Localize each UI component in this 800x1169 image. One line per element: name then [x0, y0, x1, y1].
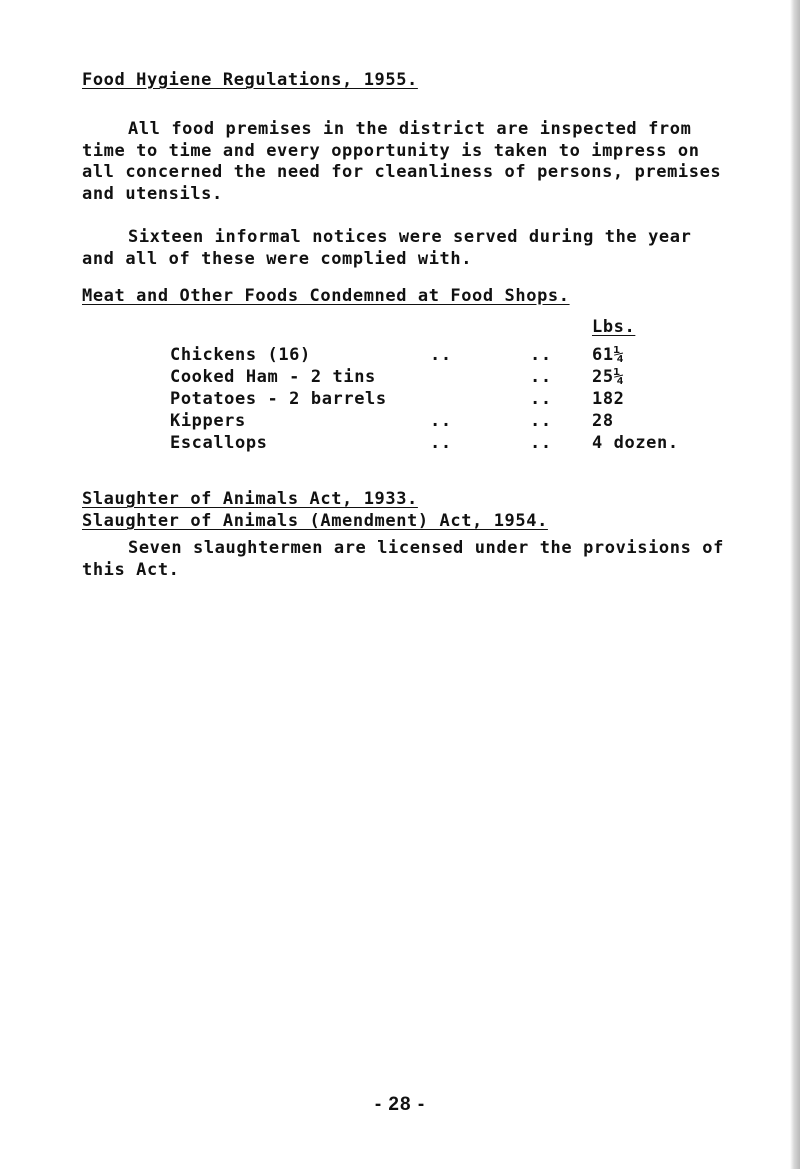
page-edge-shadow: [790, 0, 800, 1169]
page-number: - 28 -: [374, 1094, 426, 1115]
paragraph-slaughtermen-text: Seven slaughtermen are licensed under the provisions of this Act.: [82, 538, 724, 580]
table-row-leader-dots: ..: [430, 433, 452, 453]
table-row-leader-dots: ..: [430, 411, 452, 431]
paragraph-notices-text: Sixteen informal notices were served during the year and all of these were complied with.: [82, 227, 692, 269]
paragraph-notices: [82, 227, 732, 270]
table-row-item: Cooked Ham - 2 tins: [170, 367, 376, 387]
heading-food-hygiene-regulations: Food Hygiene Regulations, 1955.: [82, 70, 418, 90]
heading-condemned-foods: Meat and Other Foods Condemned at Food Shops.: [82, 286, 570, 306]
table-row-leader-dots: ..: [530, 367, 552, 387]
heading-slaughter-amendment-act-1954: Slaughter of Animals (Amendment) Act, 1954.: [82, 511, 548, 531]
unit-header-lbs: Lbs.: [592, 317, 636, 337]
table-row-item: Escallops: [170, 433, 268, 453]
table-row-item: Potatoes - 2 barrels: [170, 389, 387, 409]
table-row-value: 61¼: [592, 345, 625, 365]
table-row-value: 25¼: [592, 367, 625, 387]
table-row-item: Chickens (16): [170, 345, 311, 365]
table-row-leader-dots: ..: [530, 389, 552, 409]
table-row-leader-dots: ..: [530, 345, 552, 365]
table-row-leader-dots: ..: [430, 345, 452, 365]
table-row-value: 4 dozen.: [592, 433, 679, 453]
table-row-leader-dots: ..: [530, 433, 552, 453]
heading-slaughter-act-1933: Slaughter of Animals Act, 1933.: [82, 489, 418, 509]
table-row-item: Kippers: [170, 411, 246, 431]
table-row-leader-dots: ..: [530, 411, 552, 431]
paragraph-slaughtermen: [82, 538, 732, 581]
table-row-value: 28: [592, 411, 614, 431]
paragraph-inspection: [82, 119, 732, 205]
table-row-value: 182: [592, 389, 625, 409]
paragraph-inspection-text: All food premises in the district are inspected from time to time and every opportunity is taken to impress on all concerned the need for cleanliness of persons, premises and utensils.: [82, 119, 722, 204]
